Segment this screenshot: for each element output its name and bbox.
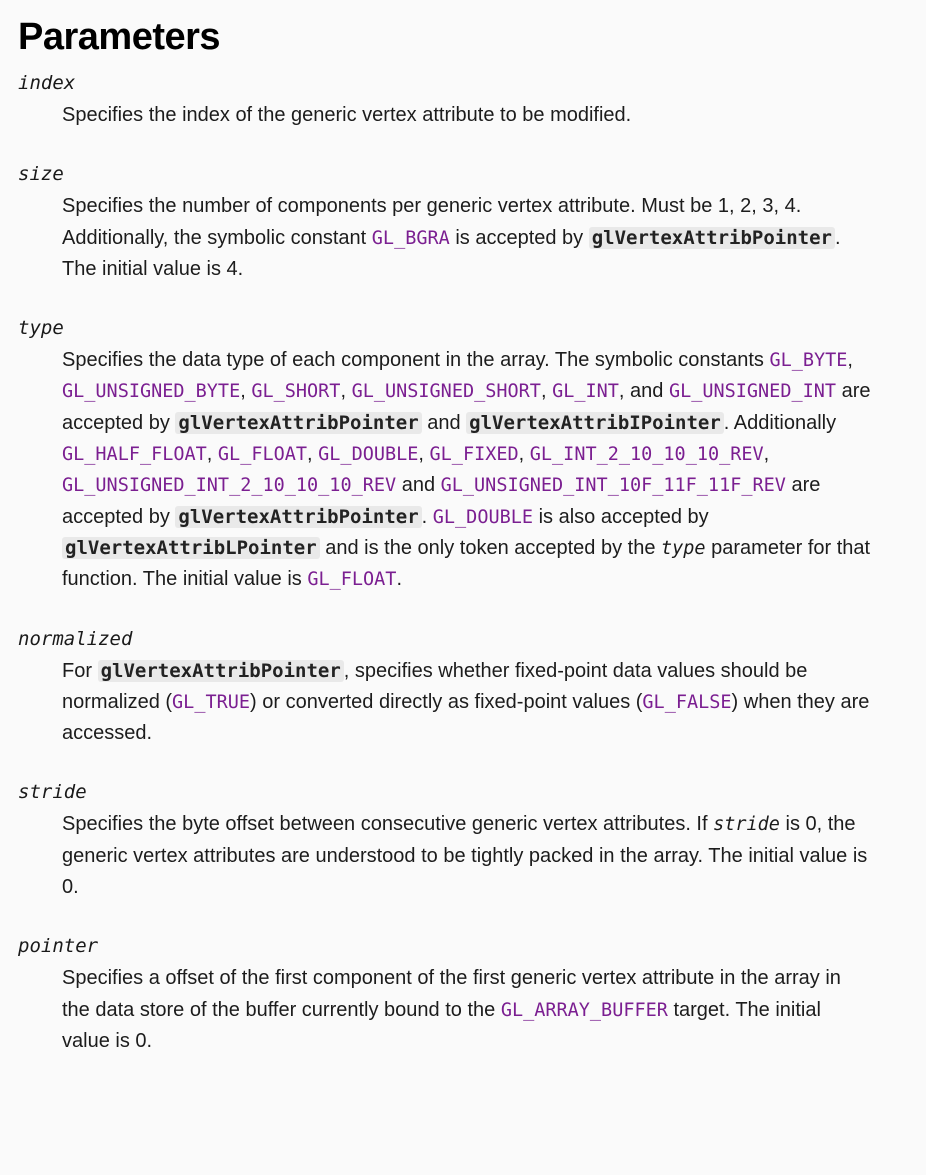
constant-token: GL_FLOAT xyxy=(307,569,397,591)
description-text: ) when they are accessed. xyxy=(62,690,870,745)
constant-token: GL_UNSIGNED_BYTE xyxy=(62,381,241,403)
constant-token: GL_TRUE xyxy=(172,691,251,713)
description-text: , xyxy=(763,443,770,466)
parameter-index xyxy=(18,70,926,131)
parameter-description xyxy=(62,656,872,750)
description-text: are accepted by xyxy=(62,474,821,528)
description-text: , xyxy=(340,380,352,403)
parameter-type xyxy=(18,315,926,595)
constant-token: GL_BYTE xyxy=(769,350,848,372)
description-text: , xyxy=(847,349,853,372)
parameter-stride xyxy=(18,779,926,903)
constant-token: GL_BGRA xyxy=(371,227,450,249)
description-text: , and xyxy=(618,380,669,403)
parameter-list xyxy=(18,70,926,1057)
parameter-name: normalized xyxy=(18,627,133,650)
description-text: . xyxy=(396,568,402,591)
description-text: Specifies the index of the generic vertex attribute to be modified. xyxy=(62,104,632,126)
description-text: , xyxy=(418,443,430,466)
description-text: and is the only token accepted by the xyxy=(319,536,662,559)
function-name: glVertexAttribIPointer xyxy=(466,412,724,434)
description-text: target. The initial value is 0. xyxy=(62,998,821,1052)
description-text: Specifies the number of components per generic vertex attribute. Must be 1, 2, 3, 4. Additionally, the symbolic constant xyxy=(62,195,802,249)
function-name: glVertexAttribPointer xyxy=(175,506,421,528)
constant-token: GL_ARRAY_BUFFER xyxy=(500,999,668,1021)
description-text: is accepted by xyxy=(449,226,589,249)
description-text: Specifies a offset of the first component of the first generic vertex attribute in the array in the data store of the buffer currently bound to the xyxy=(62,967,841,1021)
parameter-name: size xyxy=(18,163,64,186)
constant-token: GL_UNSIGNED_INT_2_10_10_10_REV xyxy=(62,475,397,497)
description-text: . The initial value is 4. xyxy=(62,226,841,280)
description-text: , xyxy=(518,443,530,466)
parameter-name: type xyxy=(18,317,64,340)
section-heading: Parameters xyxy=(18,16,221,58)
constant-token: GL_DOUBLE xyxy=(318,444,419,466)
constant-token: GL_SHORT xyxy=(251,381,341,403)
description-text: parameter for that function. The initial value is xyxy=(62,536,871,591)
parameter-description xyxy=(62,809,872,903)
parameter-description xyxy=(62,345,872,595)
description-text: are accepted by xyxy=(62,380,871,434)
description-text: , specifies whether fixed-point data values should be normalized ( xyxy=(62,659,808,713)
parameter-pointer xyxy=(18,933,926,1057)
description-text: is 0, the generic vertex attributes are understood to be tightly packed in the array. The initial value is 0. xyxy=(62,813,868,899)
parameter-description xyxy=(62,191,872,285)
constant-token: GL_UNSIGNED_INT_10F_11F_11F_REV xyxy=(440,475,786,497)
constant-token: GL_FLOAT xyxy=(217,444,308,466)
parameter-name: stride xyxy=(18,781,87,804)
description-text: is also accepted by xyxy=(533,505,709,528)
description-text: Specifies the data type of each component in the array. The symbolic constants xyxy=(62,349,770,372)
constant-token: GL_HALF_FLOAT xyxy=(62,444,207,466)
description-text: ) or converted directly as fixed-point values ( xyxy=(250,690,643,713)
constant-token: GL_INT_2_10_10_10_REV xyxy=(529,444,764,466)
description-text: For xyxy=(62,659,98,682)
description-text: . Additionally xyxy=(723,411,837,434)
parameter-size xyxy=(18,161,926,285)
constant-token: GL_UNSIGNED_INT xyxy=(668,381,837,403)
parameter-name: pointer xyxy=(18,935,99,958)
constant-token: GL_DOUBLE xyxy=(432,506,534,528)
constant-token: GL_UNSIGNED_SHORT xyxy=(351,381,541,403)
constant-token: GL_INT xyxy=(552,381,619,403)
parameter-description xyxy=(62,100,872,131)
parameter-reference: type xyxy=(661,537,706,559)
function-name: glVertexAttribLPointer xyxy=(62,537,320,559)
parameter-name: index xyxy=(18,72,76,94)
constant-token: GL_FIXED xyxy=(429,444,519,466)
description-text: . xyxy=(421,505,433,528)
parameter-reference: stride xyxy=(713,814,780,836)
description-text: , xyxy=(307,443,319,466)
function-name: glVertexAttribPointer xyxy=(98,660,344,682)
parameter-description xyxy=(62,963,872,1057)
description-text: and xyxy=(396,474,441,497)
description-text: , xyxy=(240,380,252,403)
description-text: , xyxy=(206,443,218,466)
function-name: glVertexAttribPointer xyxy=(175,412,421,434)
function-name: glVertexAttribPointer xyxy=(589,227,835,249)
constant-token: GL_FALSE xyxy=(642,691,732,713)
description-text: and xyxy=(421,411,467,434)
description-text: Specifies the byte offset between consecutive generic vertex attributes. If xyxy=(62,813,714,836)
parameter-normalized xyxy=(18,626,926,750)
description-text: , xyxy=(540,380,553,403)
